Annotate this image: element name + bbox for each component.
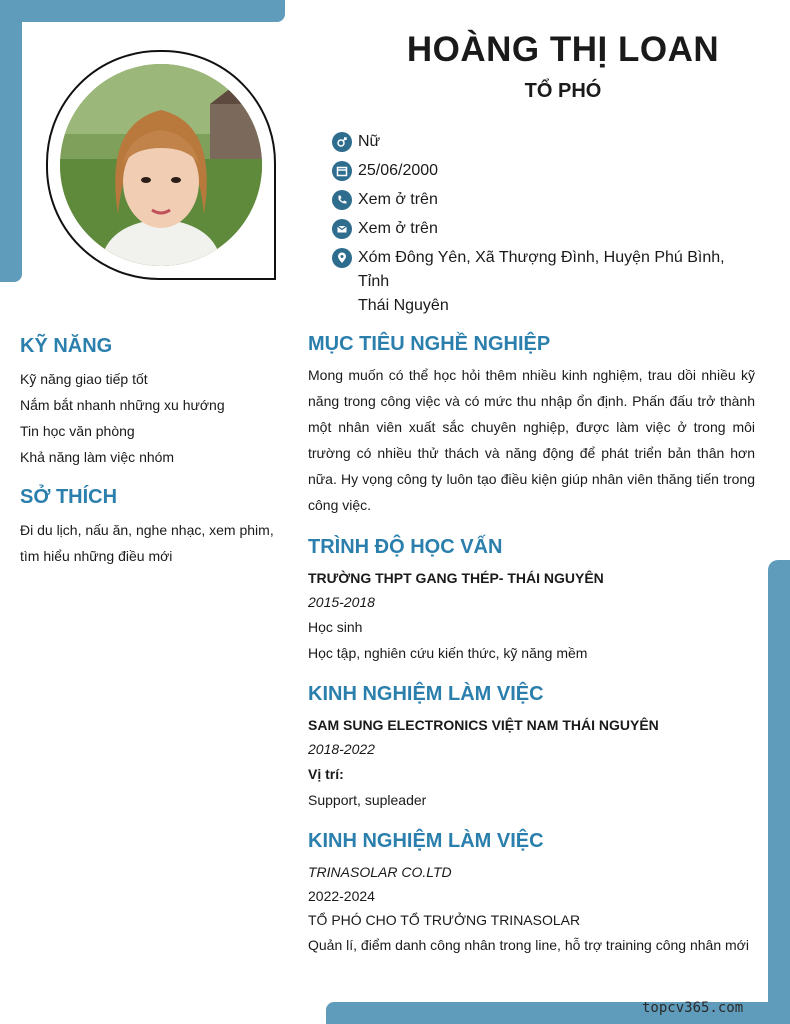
experience-1-entry <box>308 713 763 813</box>
skills-title: KỸ NĂNG <box>20 335 113 357</box>
avatar-frame <box>46 50 276 280</box>
birthday-text: 25/06/2000 <box>358 162 439 179</box>
list-item: Nắm bắt nhanh những xu hướng <box>20 397 225 413</box>
candidate-role: TỔ PHÓ <box>524 80 602 102</box>
phone-text: Xem ở trên <box>358 191 438 208</box>
calendar-icon <box>332 161 352 181</box>
address-row <box>332 246 752 318</box>
hobbies-text <box>20 517 290 569</box>
frame-right-bar <box>768 560 790 1024</box>
candidate-name: HOÀNG THỊ LOAN <box>406 30 720 69</box>
experience-2-position: TỔ PHÓ CHO TỔ TRƯỞNG TRINASOLAR <box>308 912 581 928</box>
experience-2-title: KINH NGHIỆM LÀM VIỆC <box>308 830 544 852</box>
email-text: Xem ở trên <box>358 220 438 237</box>
experience-1-position: Support, supleader <box>308 792 427 808</box>
phone-row <box>332 188 752 212</box>
experience-1-period: 2018-2022 <box>308 741 375 757</box>
education-description: Học tập, nghiên cứu kiến thức, kỹ năng mềm <box>308 645 588 661</box>
list-item: Kỹ năng giao tiếp tốt <box>20 371 148 387</box>
experience-1-title: KINH NGHIỆM LÀM VIỆC <box>308 683 544 705</box>
experience-1-position-label: Vị trí: <box>308 766 344 782</box>
phone-icon <box>332 190 352 210</box>
objective-text: Mong muốn có thể học hỏi thêm nhiều kinh nghiệm, trau dồi nhiều kỹ năng trong công việc và có mức thu nhập ổn định. Phấn đấu trở thành một nhân viên xuất sắc chuyên nghiệp, được làm việc ở trong môi trường có nhiều thử thách và năng động để phát triển bản thân hơn nữa. Hy vọng công ty luôn tạo điều kiện giúp nhân viên thăng tiến trong công việc. <box>308 367 755 513</box>
gender-icon <box>332 132 352 152</box>
email-icon <box>332 219 352 239</box>
education-entry <box>308 566 763 666</box>
experience-2-company: TRINASOLAR CO.LTD <box>308 864 452 880</box>
avatar <box>60 64 262 266</box>
education-period: 2015-2018 <box>308 594 375 610</box>
experience-2-description: Quản lí, điểm danh công nhân trong line, hỗ trợ training công nhân mới <box>308 937 749 953</box>
contact-info <box>332 130 752 323</box>
list-item: Tin học văn phòng <box>20 423 135 439</box>
experience-2-entry <box>308 860 763 958</box>
frame-top-bar <box>0 0 285 22</box>
objective-title: MỤC TIÊU NGHỀ NGHIỆP <box>308 333 551 355</box>
hobbies-line-1: Đi du lịch, nấu ăn, nghe nhạc, xem phim, <box>20 522 274 538</box>
email-row <box>332 217 752 241</box>
education-position: Học sinh <box>308 619 363 635</box>
hobbies-title: SỞ THÍCH <box>20 486 118 508</box>
address-line-2: Thái Nguyên <box>358 297 449 314</box>
gender-text: Nữ <box>358 133 381 150</box>
school-name: TRƯỜNG THPT GANG THÉP- THÁI NGUYÊN <box>308 570 604 586</box>
birthday-row <box>332 159 752 183</box>
address-text <box>358 246 752 318</box>
frame-left-bar <box>0 0 22 282</box>
hobbies-line-2: tìm hiểu những điều mới <box>20 548 173 564</box>
address-line-1: Xóm Đông Yên, Xã Thượng Đình, Huyện Phú Bình, Tỉnh <box>358 249 725 290</box>
experience-1-company: SAM SUNG ELECTRONICS VIỆT NAM THÁI NGUYÊN <box>308 717 659 733</box>
experience-2-period: 2022-2024 <box>308 888 375 904</box>
education-title: TRÌNH ĐỘ HỌC VẤN <box>308 536 503 558</box>
skills-list <box>20 366 285 470</box>
watermark: topcv365.com <box>642 1000 744 1016</box>
gender-row <box>332 130 752 154</box>
list-item: Khả năng làm việc nhóm <box>20 449 175 465</box>
location-icon <box>332 248 352 268</box>
